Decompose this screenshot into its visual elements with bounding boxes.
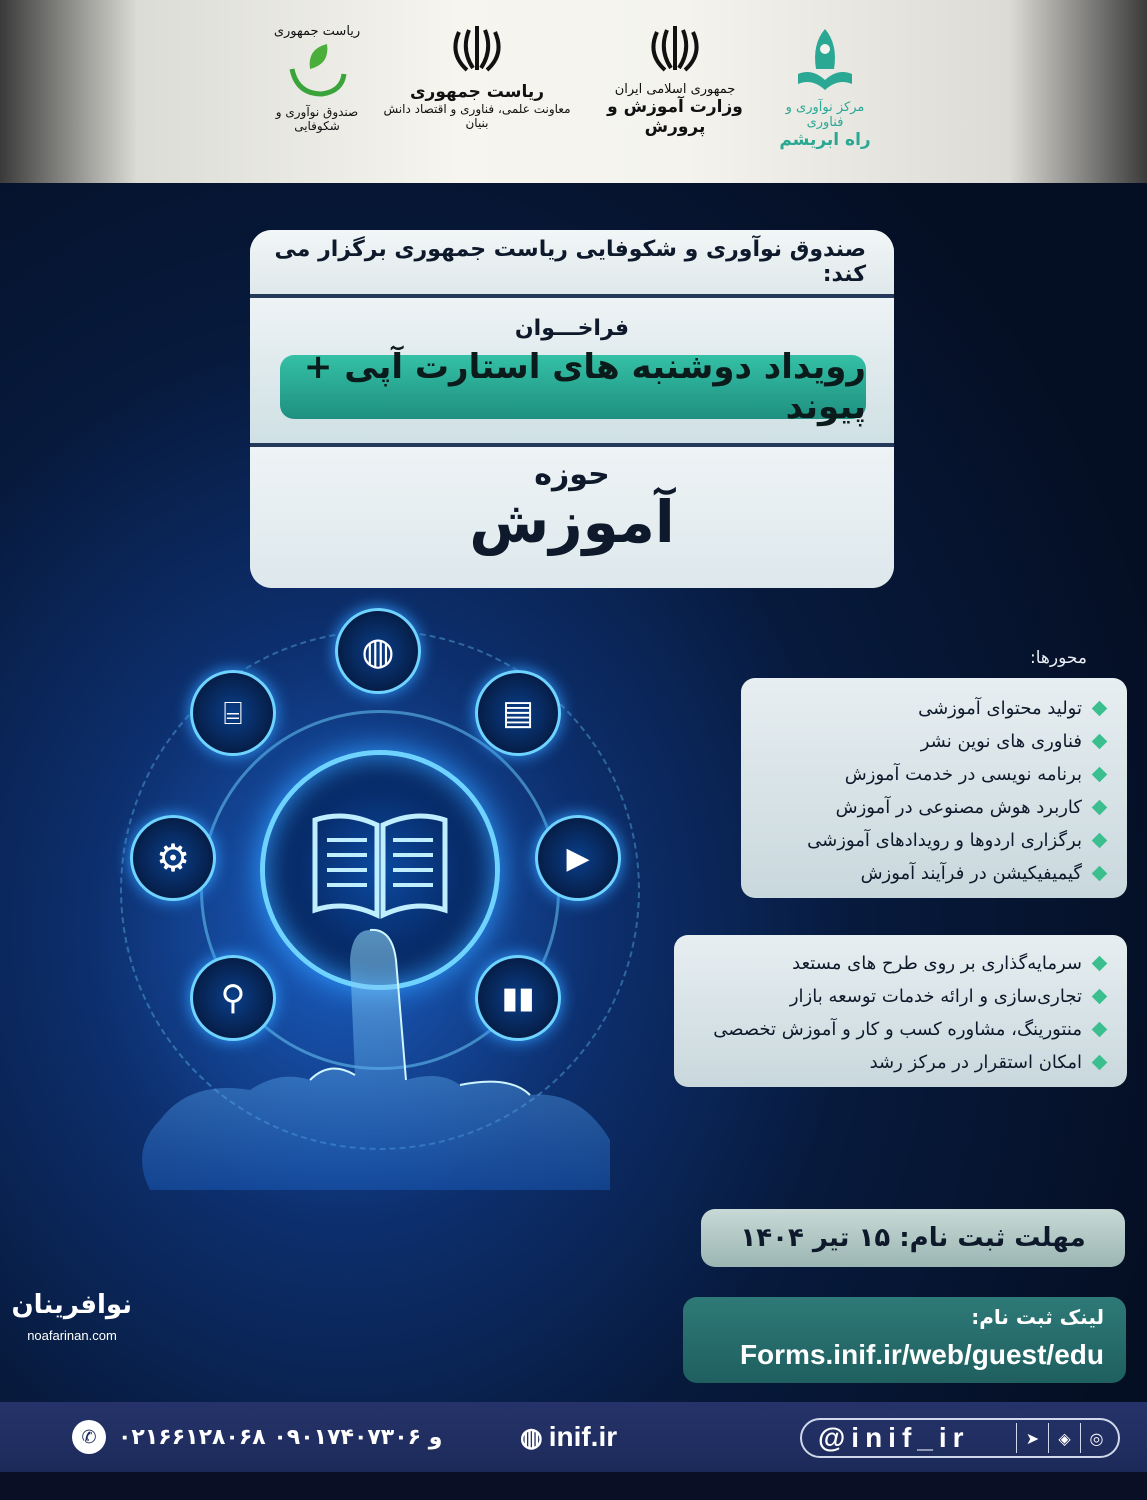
globe-icon: ◍ bbox=[520, 1421, 543, 1452]
registration-deadline: مهلت ثبت نام: ۱۵ تیر ۱۴۰۴ bbox=[701, 1209, 1125, 1267]
diamond-bullet-icon bbox=[1092, 989, 1108, 1005]
video-play-icon: ▶ bbox=[535, 815, 621, 901]
list-item: برگزاری اردوها و رویدادهای آموزشی bbox=[741, 824, 1105, 857]
website-text: inif.ir bbox=[548, 1421, 618, 1452]
organizer-text: صندوق نوآوری و شکوفایی ریاست جمهوری برگزار می کند: bbox=[250, 230, 894, 294]
list-item: امکان استقرار در مرکز رشد bbox=[674, 1046, 1105, 1079]
presentation-board-icon: ⌸ bbox=[190, 670, 276, 756]
bar-chart-icon: ▮▮ bbox=[475, 955, 561, 1041]
diamond-bullet-icon bbox=[1092, 956, 1108, 972]
registration-link-box bbox=[683, 1297, 1126, 1383]
innovation-fund-logo: ریاست جمهوری صندوق نوآوری و شکوفایی bbox=[273, 24, 361, 133]
event-header-card bbox=[250, 230, 894, 588]
telegram-icon[interactable]: ➤ bbox=[1016, 1423, 1048, 1453]
iran-emblem-icon bbox=[449, 24, 505, 76]
diamond-bullet-icon bbox=[1092, 767, 1108, 783]
list-item: تجاری‌سازی و ارائه خدمات توسعه بازار bbox=[674, 980, 1105, 1013]
phone-contact[interactable] bbox=[72, 1418, 442, 1456]
diamond-bullet-icon bbox=[1092, 1022, 1108, 1038]
diamond-bullet-icon bbox=[1092, 1055, 1108, 1071]
open-book-icon bbox=[305, 805, 455, 925]
benefits-list bbox=[674, 935, 1127, 1087]
magnifier-icon: ⚲ bbox=[190, 955, 276, 1041]
list-item: فناوری های نوین نشر bbox=[741, 725, 1105, 758]
list-item: گیمیفیکیشن در فرآیند آموزش bbox=[741, 857, 1105, 890]
logo-band bbox=[0, 0, 1147, 183]
field-value: آموزش bbox=[469, 488, 675, 556]
clipboard-icon: ▤ bbox=[475, 670, 561, 756]
noafarinan-logo bbox=[12, 1290, 132, 1343]
eitaa-icon[interactable]: ◈ bbox=[1048, 1423, 1080, 1453]
diamond-bullet-icon bbox=[1092, 800, 1108, 816]
field-label: حوزه bbox=[534, 457, 610, 492]
diamond-bullet-icon bbox=[1092, 701, 1108, 717]
website-link[interactable] bbox=[520, 1418, 617, 1456]
list-item: کاربرد هوش مصنوعی در آموزش bbox=[741, 791, 1105, 824]
list-item: برنامه نویسی در خدمت آموزش bbox=[741, 758, 1105, 791]
field-section bbox=[250, 447, 894, 588]
brand-name: نوافرینان bbox=[11, 1290, 132, 1320]
event-title: رویداد دوشنبه های استارت آپی + پیوند bbox=[280, 355, 866, 419]
iran-emblem-icon bbox=[647, 24, 703, 76]
diamond-bullet-icon bbox=[1092, 833, 1108, 849]
registration-link[interactable]: Forms.inif.ir/web/guest/edu bbox=[739, 1339, 1104, 1370]
list-item: منتورینگ، مشاوره کسب و کار و آموزش تخصصی bbox=[674, 1013, 1105, 1046]
globe-icon: ◍ bbox=[335, 608, 421, 694]
vp-science-logo: ریاست جمهوری معاونت علمی، فناوری و اقتصاد دانش بنیان bbox=[372, 24, 582, 130]
call-section bbox=[250, 298, 894, 443]
gear-icon: ⚙ bbox=[130, 815, 216, 901]
tech-graphic bbox=[100, 610, 660, 1170]
brand-domain[interactable]: noafarinan.com bbox=[27, 1328, 117, 1343]
social-handle: @inif_ir bbox=[818, 1422, 970, 1453]
rocket-book-icon bbox=[790, 24, 860, 94]
phone-icon: ✆ bbox=[72, 1420, 106, 1454]
social-handle-box[interactable] bbox=[800, 1418, 1120, 1458]
list-item: سرمایه‌گذاری بر روی طرح های مستعد bbox=[674, 947, 1105, 980]
phone-numbers: ۰۲۱۶۶۱۲۸۰۶۸ و ۰۹۰۱۷۴۰۷۳۰۶ bbox=[118, 1424, 443, 1450]
digital-hand-icon bbox=[110, 910, 630, 1190]
call-label: فراخـــوان bbox=[514, 316, 630, 341]
registration-link-label: لینک ثبت نام: bbox=[971, 1305, 1104, 1329]
diamond-bullet-icon bbox=[1092, 866, 1108, 882]
list-item: تولید محتوای آموزشی bbox=[741, 692, 1105, 725]
rah-abrisham-logo: مرکز نوآوری و فناوری راه ابریشم bbox=[770, 24, 880, 150]
axes-list bbox=[741, 678, 1127, 898]
axes-title: محورها: bbox=[1030, 648, 1087, 668]
education-ministry-logo: جمهوری اسلامی ایران وزارت آموزش و پرورش bbox=[590, 24, 760, 137]
instagram-icon[interactable]: ◎ bbox=[1080, 1423, 1112, 1453]
diamond-bullet-icon bbox=[1092, 734, 1108, 750]
leaf-icon bbox=[282, 39, 352, 99]
footer-strip bbox=[0, 1472, 1147, 1500]
